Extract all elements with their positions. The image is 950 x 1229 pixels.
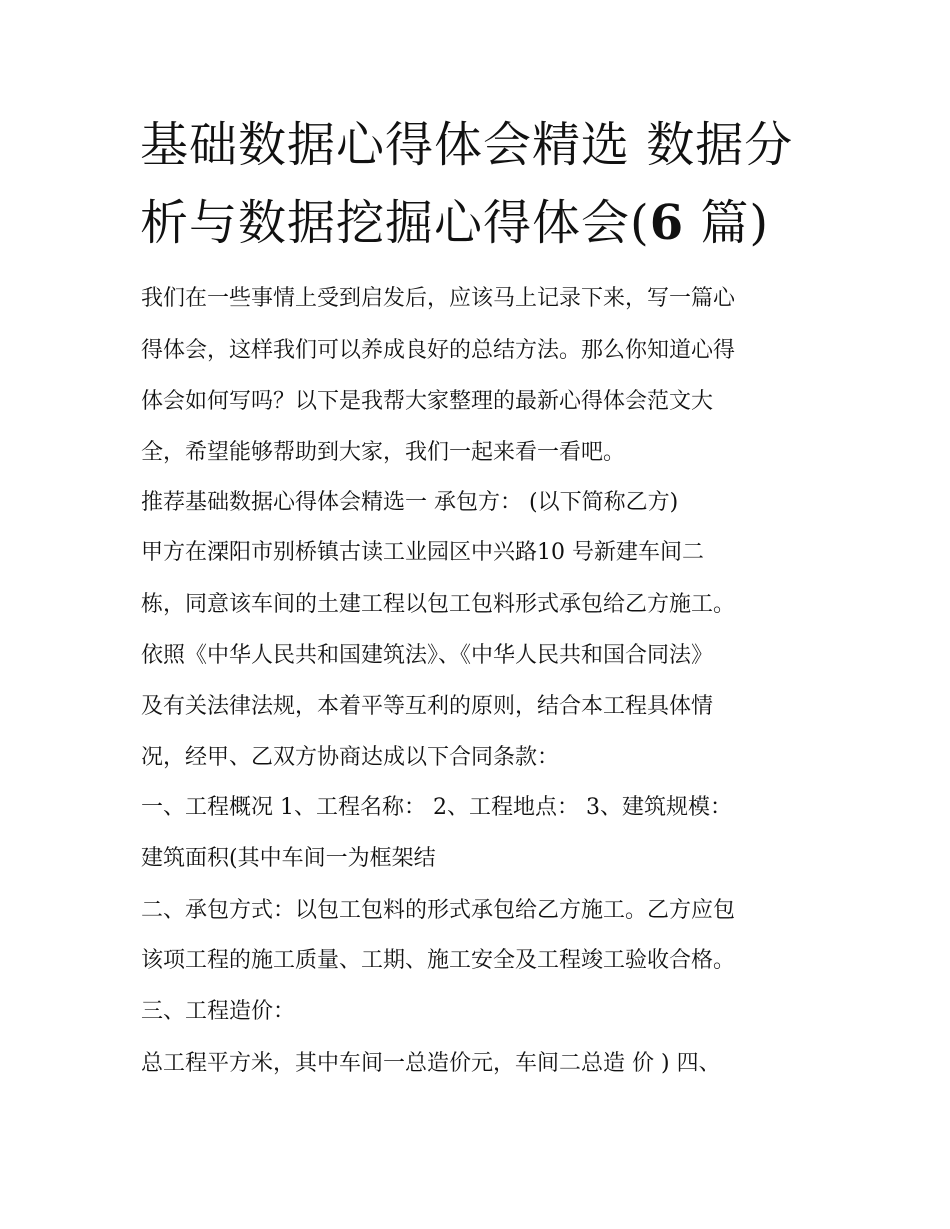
title-article-count: 6 — [649, 195, 685, 251]
body-line: 全，希望能够帮助到大家，我们一起来看一看吧。 — [141, 440, 626, 465]
body-line: 依照《中华人民共和国建筑法》、《中华人民共和国合同法》 — [141, 643, 714, 668]
body-line: 该项工程的施工质量、工期、施工安全及工程竣工验收合格。 — [141, 948, 736, 973]
body-line: 况，经甲、乙双方协商达成以下合同条款： — [141, 745, 560, 770]
title-text-part2: 篇) — [684, 195, 770, 251]
body-line: 总工程平方米，其中车间一总造价元，车间二总造 价 ) 四、 — [141, 1051, 721, 1076]
body-line: 三、工程造价： — [141, 999, 296, 1024]
body-line: 推荐基础数据心得体会精选一 承包方： (以下简称乙方) — [141, 490, 679, 515]
body-line: 体会如何写吗？以下是我帮大家整理的最新心得体会范文大 — [141, 389, 714, 414]
body-line: 一、工程概况 1、工程名称： 2、工程地点： 3、建筑规模： — [141, 795, 732, 820]
document-title — [140, 106, 820, 262]
body-line: 栋，同意该车间的土建工程以包工包料形式承包给乙方施工。 — [141, 592, 736, 617]
body-line: 得体会，这样我们可以养成良好的总结方法。那么你知道心得 — [141, 338, 736, 363]
body-line: 甲方在溧阳市别桥镇古读工业园区中兴路10 号新建车间二 — [141, 540, 704, 565]
body-line: 二、承包方式：以包工包料的形式承包给乙方施工。乙方应包 — [141, 898, 736, 923]
body-line: 及有关法律法规，本着平等互利的原则，结合本工程具体情 — [141, 694, 714, 719]
body-line: 我们在一些事情上受到启发后，应该马上记录下来，写一篇心 — [141, 286, 736, 311]
title-text-part1: 基础数据心得体会精选 数据分析与数据挖掘心得体会( — [140, 117, 794, 251]
body-line: 建筑面积(其中车间一为框架结 — [141, 846, 436, 871]
